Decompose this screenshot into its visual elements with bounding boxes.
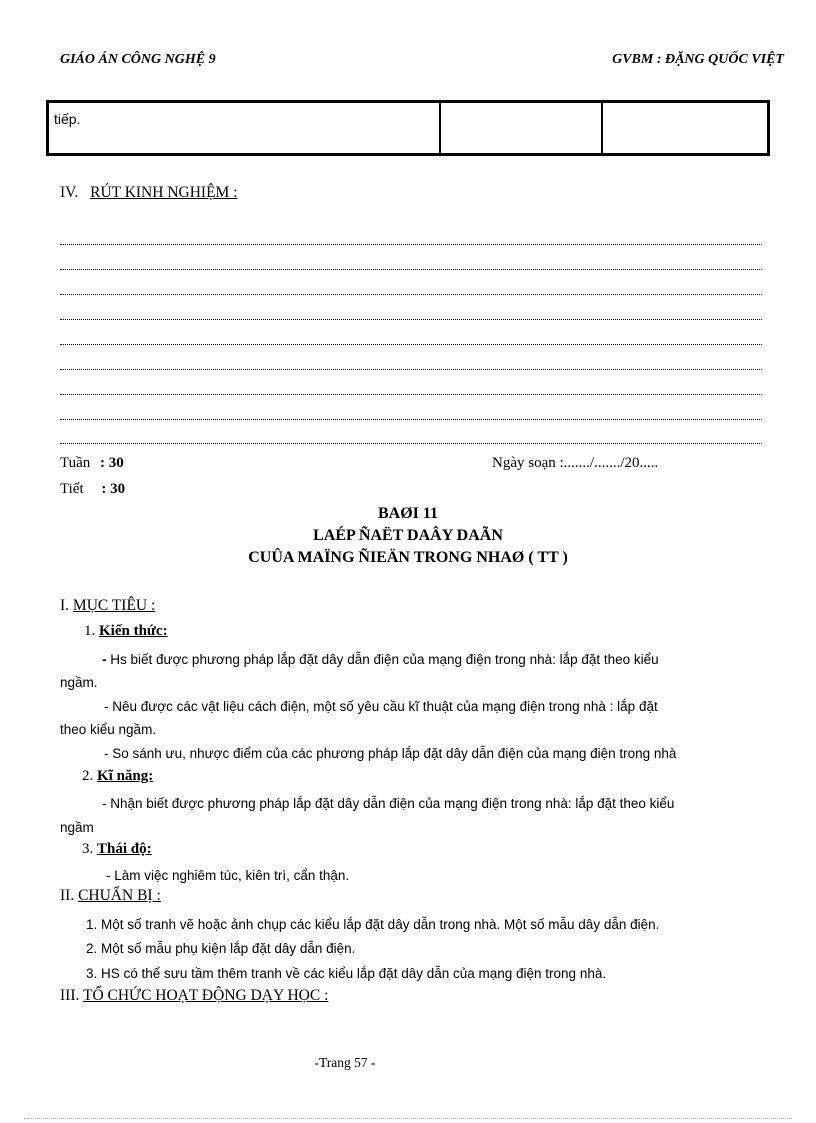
knowledge-item-1-line1: Hs biết được phương pháp lắp đặt dây dẫn điện của mạng điện trong nhà: lắp đặt theo kiểu — [110, 652, 659, 667]
skill-item-line2: ngầm — [60, 820, 94, 835]
attitude-item: - Làm việc nghiêm túc, kiên trì, cẩn thận. — [106, 868, 350, 883]
dotted-line — [60, 344, 762, 345]
dotted-line — [60, 244, 762, 245]
section-4-title: RÚT KINH NGHIỆM : — [90, 184, 238, 201]
period-value: : 30 — [101, 481, 126, 497]
week-value: : 30 — [100, 455, 124, 471]
table-row — [48, 102, 768, 154]
table-cell: tiếp. — [48, 102, 440, 154]
dotted-line — [60, 443, 762, 444]
header-right-author: GVBM : ĐẶNG QUỐC VIỆT — [612, 52, 784, 67]
attitude-title: Thái độ: — [97, 841, 152, 857]
knowledge-item-1: - Hs biết được phương pháp lắp đặt dây dẫn điện của mạng điện trong nhà: lắp đặt theo kiểu — [102, 652, 659, 667]
skill-item-line1: - Nhận biết được phương pháp lắp đặt dây dẫn điện của mạng điện trong nhà: lắp đặt theo kiểu — [102, 796, 675, 811]
section-1-number: I. — [60, 597, 70, 614]
skill-number: 2. — [82, 768, 94, 784]
knowledge-number: 1. — [84, 623, 96, 639]
lesson-number: BAØI 11 — [377, 505, 438, 522]
knowledge-item-2-line1: - Nêu được các vật liệu cách điện, một số yêu cầu kĩ thuật của mạng điện trong nhà : lắp đặt — [104, 699, 658, 714]
week-label: Tuần — [60, 455, 91, 471]
prepared-date: Ngày soạn :......./......./20..... — [492, 455, 659, 471]
section-3-number: III. — [60, 987, 80, 1004]
section-2-heading — [60, 887, 161, 905]
page-number: -Trang 57 - — [314, 1055, 376, 1070]
section-3-title: TỔ CHỨC HOẠT ĐỘNG DẠY HỌC : — [82, 987, 329, 1004]
header-left-title: GIÁO ÁN CÔNG NGHỆ 9 — [60, 52, 216, 67]
dotted-line — [60, 394, 762, 395]
skill-title: Kĩ năng: — [97, 768, 154, 784]
continued-table — [46, 100, 770, 156]
period-label: Tiết — [60, 481, 84, 497]
section-2-number: II. — [60, 887, 75, 904]
preparation-item-2: 2. Một số mẫu phụ kiện lắp đặt dây dẫn điện. — [86, 941, 356, 956]
week-field — [60, 455, 124, 472]
attitude-heading — [82, 841, 152, 858]
lesson-title-line1: LAÉP ÑAËT DAÂY DAÃN — [313, 527, 503, 544]
period-field — [60, 481, 125, 498]
knowledge-heading — [84, 623, 168, 640]
skill-heading — [82, 768, 153, 785]
lesson-title-line2: CUÛA MAÏNG ÑIEÄN TRONG NHAØ ( TT ) — [248, 549, 568, 566]
preparation-item-1: 1. Một số tranh vẽ hoặc ảnh chụp các kiểu lắp đặt dây dẫn trong nhà. Một số mẫu dây dẫn điện. — [86, 917, 660, 932]
knowledge-item-3: - So sánh ưu, nhược điểm của các phương pháp lắp đặt dây dẫn điện của mạng điện trong nhà — [104, 746, 677, 761]
preparation-item-3: 3. HS có thể sưu tầm thêm tranh về các kiểu lắp đặt dây dẫn của mạng điện trong nhà. — [86, 966, 607, 981]
attitude-number: 3. — [82, 841, 94, 857]
section-2-title: CHUẨN BỊ : — [78, 887, 161, 904]
section-1-heading — [60, 597, 155, 615]
section-1-title: MỤC TIÊU : — [72, 597, 156, 614]
section-4-heading — [60, 184, 238, 202]
knowledge-item-2-line2: theo kiểu ngầm. — [60, 722, 157, 737]
section-4-number: IV. — [60, 184, 79, 201]
dotted-line — [60, 369, 762, 370]
dotted-line — [60, 269, 762, 270]
dotted-line — [60, 319, 762, 320]
table-cell — [440, 102, 602, 154]
page-bottom-divider — [24, 1118, 792, 1119]
dotted-line — [60, 294, 762, 295]
section-3-heading — [60, 987, 328, 1005]
knowledge-item-1-line2: ngầm. — [60, 675, 98, 690]
table-cell — [602, 102, 768, 154]
dotted-line — [60, 419, 762, 420]
knowledge-title: Kiến thức: — [99, 623, 168, 639]
